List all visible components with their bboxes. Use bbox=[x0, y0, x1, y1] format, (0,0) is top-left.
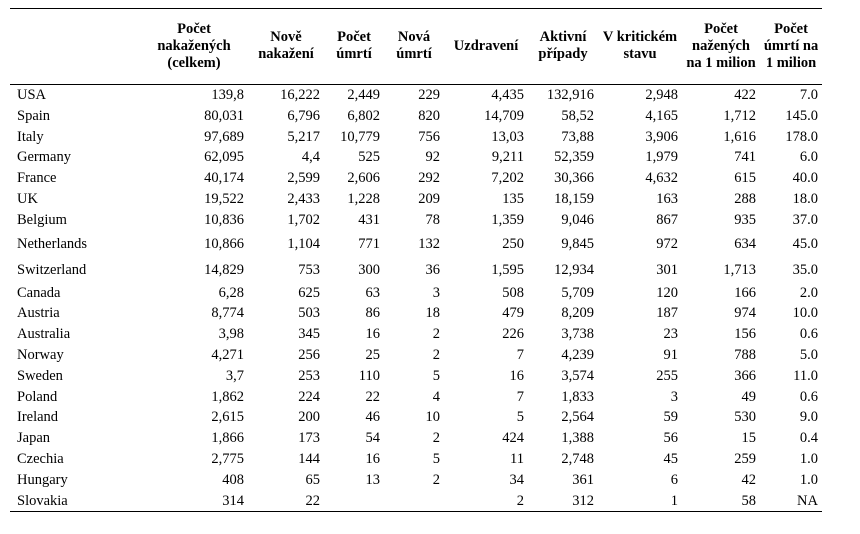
critical-cell: 1,979 bbox=[645, 149, 678, 166]
new-deaths-cell: 3 bbox=[432, 284, 440, 301]
new-cases-cell: 253 bbox=[298, 367, 320, 384]
new-cases-cell: 345 bbox=[298, 326, 320, 343]
country-cell: Italy bbox=[17, 128, 44, 145]
recovered-cell: 16 bbox=[509, 367, 524, 384]
deaths-per-million-cell: 145.0 bbox=[785, 107, 818, 124]
new-cases-cell: 2,433 bbox=[287, 190, 320, 207]
recovered-cell: 7 bbox=[516, 388, 524, 405]
cases-per-million-cell: 42 bbox=[741, 471, 756, 488]
header-active-cases: Aktivní případy bbox=[528, 9, 598, 85]
new-deaths-cell: 2 bbox=[432, 326, 440, 343]
recovered-cell: 7 bbox=[516, 346, 524, 363]
new-deaths-cell: 756 bbox=[418, 128, 440, 145]
total-cases-cell: 14,829 bbox=[204, 261, 244, 278]
country-cell: Czechia bbox=[17, 450, 64, 467]
header-cases-per-million: Počet nažených na 1 milion bbox=[682, 9, 760, 85]
new-cases-cell: 5,217 bbox=[287, 128, 320, 145]
active-cases-cell: 361 bbox=[572, 471, 594, 488]
recovered-cell: 424 bbox=[502, 430, 524, 447]
recovered-cell: 135 bbox=[502, 190, 524, 207]
deaths-per-million-cell: 5.0 bbox=[799, 346, 818, 363]
critical-cell: 4,632 bbox=[645, 170, 678, 187]
recovered-cell: 1,595 bbox=[491, 261, 524, 278]
new-deaths-cell: 132 bbox=[418, 235, 440, 252]
new-cases-cell: 200 bbox=[298, 409, 320, 426]
active-cases-cell: 2,748 bbox=[561, 450, 594, 467]
total-deaths-cell: 16 bbox=[365, 450, 380, 467]
active-cases-cell: 73,88 bbox=[561, 128, 594, 145]
recovered-cell: 13,03 bbox=[491, 128, 524, 145]
total-deaths-cell: 6,802 bbox=[347, 107, 380, 124]
deaths-per-million-cell: 2.0 bbox=[799, 284, 818, 301]
total-cases-cell: 4,271 bbox=[211, 346, 244, 363]
active-cases-cell: 312 bbox=[528, 491, 598, 512]
table-row bbox=[10, 85, 822, 106]
table-row bbox=[10, 345, 822, 366]
new-deaths-cell: 820 bbox=[418, 107, 440, 124]
deaths-per-million-cell: 178.0 bbox=[785, 128, 818, 145]
critical-cell: 867 bbox=[656, 211, 678, 228]
country-cell: Germany bbox=[17, 149, 71, 166]
table-row bbox=[10, 491, 822, 512]
total-deaths-cell: 1,228 bbox=[347, 190, 380, 207]
total-deaths-cell: 431 bbox=[358, 211, 380, 228]
table-row bbox=[10, 449, 822, 470]
new-deaths-cell: 209 bbox=[418, 190, 440, 207]
critical-cell: 2,948 bbox=[645, 87, 678, 103]
cases-per-million-cell: 1,712 bbox=[723, 107, 756, 124]
total-deaths-cell: 300 bbox=[358, 261, 380, 278]
total-cases-cell: 2,615 bbox=[211, 409, 244, 426]
critical-cell: 59 bbox=[663, 409, 678, 426]
new-deaths-cell: 4 bbox=[432, 388, 440, 405]
total-cases-cell: 10,866 bbox=[204, 235, 244, 252]
total-deaths-cell: 25 bbox=[365, 346, 380, 363]
cases-per-million-cell: 1,616 bbox=[723, 128, 756, 145]
recovered-cell: 34 bbox=[509, 471, 524, 488]
total-cases-cell: 62,095 bbox=[204, 149, 244, 166]
country-cell: Austria bbox=[17, 305, 60, 322]
deaths-per-million-cell: 35.0 bbox=[792, 261, 818, 278]
new-cases-cell: 256 bbox=[298, 346, 320, 363]
deaths-per-million-cell: 0.6 bbox=[799, 388, 818, 405]
new-deaths-cell: 78 bbox=[425, 211, 440, 228]
recovered-cell: 250 bbox=[502, 235, 524, 252]
header-total-deaths: Počet úmrtí bbox=[324, 9, 384, 85]
covid-statistics-table bbox=[10, 8, 822, 512]
active-cases-cell: 18,159 bbox=[554, 190, 594, 207]
deaths-per-million-cell: 7.0 bbox=[799, 87, 818, 103]
cases-per-million-cell: 15 bbox=[741, 430, 756, 447]
table-row bbox=[10, 257, 822, 283]
header-row bbox=[10, 9, 822, 85]
cases-per-million-cell: 530 bbox=[734, 409, 756, 426]
deaths-per-million-cell: 18.0 bbox=[792, 190, 818, 207]
table-row bbox=[10, 407, 822, 428]
total-cases-cell: 1,866 bbox=[211, 430, 244, 447]
new-deaths-cell: 10 bbox=[425, 409, 440, 426]
country-cell: Belgium bbox=[17, 211, 67, 228]
total-cases-cell: 3,7 bbox=[225, 367, 244, 384]
table-row bbox=[10, 366, 822, 387]
total-cases-cell: 139,8 bbox=[211, 87, 244, 103]
total-deaths-cell: 13 bbox=[365, 471, 380, 488]
total-cases-cell: 8,774 bbox=[211, 305, 244, 322]
new-cases-cell: 625 bbox=[298, 284, 320, 301]
deaths-per-million-cell: 37.0 bbox=[792, 211, 818, 228]
new-cases-cell: 503 bbox=[298, 305, 320, 322]
critical-cell: 3,906 bbox=[645, 128, 678, 145]
total-deaths-cell: 22 bbox=[365, 388, 380, 405]
country-cell: Norway bbox=[17, 346, 64, 363]
active-cases-cell: 9,046 bbox=[561, 211, 594, 228]
table-row bbox=[10, 283, 822, 304]
new-cases-cell: 2,599 bbox=[287, 170, 320, 187]
total-cases-cell: 40,174 bbox=[204, 170, 244, 187]
country-cell: USA bbox=[17, 87, 47, 103]
critical-cell: 301 bbox=[656, 261, 678, 278]
total-cases-cell: 97,689 bbox=[204, 128, 244, 145]
recovered-cell: 2 bbox=[444, 491, 528, 512]
total-deaths-cell: 110 bbox=[358, 367, 380, 384]
table-row bbox=[10, 387, 822, 408]
table-body bbox=[10, 85, 822, 512]
cases-per-million-cell: 974 bbox=[734, 305, 756, 322]
header-new-cases: Nově nakažení bbox=[248, 9, 324, 85]
total-cases-cell: 6,28 bbox=[218, 284, 244, 301]
deaths-per-million-cell: 0.4 bbox=[799, 430, 818, 447]
total-cases-cell: 3,98 bbox=[218, 326, 244, 343]
new-cases-cell: 224 bbox=[298, 388, 320, 405]
deaths-per-million-cell: 9.0 bbox=[799, 409, 818, 426]
cases-per-million-cell: 49 bbox=[741, 388, 756, 405]
recovered-cell: 9,211 bbox=[491, 149, 524, 166]
total-deaths-cell: 54 bbox=[365, 430, 380, 447]
active-cases-cell: 9,845 bbox=[561, 235, 594, 252]
active-cases-cell: 1,388 bbox=[561, 430, 594, 447]
active-cases-cell: 30,366 bbox=[554, 170, 594, 187]
critical-cell: 255 bbox=[656, 367, 678, 384]
total-deaths-cell bbox=[324, 491, 384, 512]
critical-cell: 972 bbox=[656, 235, 678, 252]
total-deaths-cell: 10,779 bbox=[340, 128, 380, 145]
deaths-per-million-cell: 40.0 bbox=[792, 170, 818, 187]
active-cases-cell: 58,52 bbox=[561, 107, 594, 124]
new-deaths-cell: 18 bbox=[425, 305, 440, 322]
country-cell: Canada bbox=[17, 284, 61, 301]
active-cases-cell: 2,564 bbox=[561, 409, 594, 426]
table-row bbox=[10, 147, 822, 168]
cases-per-million-cell: 788 bbox=[734, 346, 756, 363]
new-deaths-cell: 5 bbox=[432, 367, 440, 384]
critical-cell: 120 bbox=[656, 284, 678, 301]
recovered-cell: 5 bbox=[516, 409, 524, 426]
deaths-per-million-cell: 10.0 bbox=[792, 305, 818, 322]
table-row bbox=[10, 470, 822, 491]
country-cell: Sweden bbox=[17, 367, 63, 384]
cases-per-million-cell: 58 bbox=[682, 491, 760, 512]
total-deaths-cell: 2,449 bbox=[347, 87, 380, 103]
active-cases-cell: 5,709 bbox=[561, 284, 594, 301]
active-cases-cell: 8,209 bbox=[561, 305, 594, 322]
cases-per-million-cell: 288 bbox=[734, 190, 756, 207]
new-deaths-cell: 92 bbox=[425, 149, 440, 166]
total-cases-cell: 408 bbox=[222, 471, 244, 488]
header-recovered: Uzdravení bbox=[444, 9, 528, 85]
new-cases-cell: 16,222 bbox=[280, 87, 320, 103]
header-deaths-per-million: Počet úmrtí na 1 milion bbox=[760, 9, 822, 85]
recovered-cell: 4,435 bbox=[491, 87, 524, 103]
new-deaths-cell: 5 bbox=[432, 450, 440, 467]
total-cases-cell: 1,862 bbox=[211, 388, 244, 405]
country-cell: France bbox=[17, 170, 57, 187]
active-cases-cell: 1,833 bbox=[561, 388, 594, 405]
critical-cell: 187 bbox=[656, 305, 678, 322]
header-total-cases: Počet nakažených (celkem) bbox=[140, 9, 248, 85]
critical-cell: 4,165 bbox=[645, 107, 678, 124]
recovered-cell: 11 bbox=[510, 450, 524, 467]
recovered-cell: 1,359 bbox=[491, 211, 524, 228]
active-cases-cell: 52,359 bbox=[554, 149, 594, 166]
new-cases-cell: 65 bbox=[305, 471, 320, 488]
critical-cell: 45 bbox=[663, 450, 678, 467]
deaths-per-million-cell: 1.0 bbox=[799, 450, 818, 467]
country-cell: Netherlands bbox=[17, 235, 88, 252]
table-row bbox=[10, 210, 822, 231]
total-deaths-cell: 16 bbox=[365, 326, 380, 343]
active-cases-cell: 4,239 bbox=[561, 346, 594, 363]
critical-cell: 163 bbox=[656, 190, 678, 207]
total-cases-cell: 2,775 bbox=[211, 450, 244, 467]
country-cell: Ireland bbox=[17, 409, 59, 426]
new-cases-cell: 1,702 bbox=[287, 211, 320, 228]
active-cases-cell: 3,574 bbox=[561, 367, 594, 384]
recovered-cell: 14,709 bbox=[484, 107, 524, 124]
deaths-per-million-cell: 6.0 bbox=[799, 149, 818, 166]
total-deaths-cell: 46 bbox=[365, 409, 380, 426]
cases-per-million-cell: 615 bbox=[734, 170, 756, 187]
deaths-per-million-cell: 45.0 bbox=[792, 235, 818, 252]
total-deaths-cell: 525 bbox=[358, 149, 380, 166]
active-cases-cell: 132,916 bbox=[546, 87, 594, 103]
total-deaths-cell: 86 bbox=[365, 305, 380, 322]
total-cases-cell: 10,836 bbox=[204, 211, 244, 228]
active-cases-cell: 3,738 bbox=[561, 326, 594, 343]
cases-per-million-cell: 1,713 bbox=[723, 261, 756, 278]
deaths-per-million-cell: NA bbox=[760, 491, 822, 512]
header-critical: V kritickém stavu bbox=[598, 9, 682, 85]
new-cases-cell: 144 bbox=[298, 450, 320, 467]
critical-cell: 6 bbox=[670, 471, 678, 488]
new-cases-cell: 173 bbox=[298, 430, 320, 447]
cases-per-million-cell: 634 bbox=[734, 235, 756, 252]
cases-per-million-cell: 166 bbox=[734, 284, 756, 301]
header-country bbox=[10, 9, 140, 85]
recovered-cell: 7,202 bbox=[491, 170, 524, 187]
country-cell: Switzerland bbox=[17, 261, 87, 278]
deaths-per-million-cell: 1.0 bbox=[799, 471, 818, 488]
deaths-per-million-cell: 0.6 bbox=[799, 326, 818, 343]
total-cases-cell: 80,031 bbox=[204, 107, 244, 124]
new-cases-cell: 4,4 bbox=[301, 149, 320, 166]
total-cases-cell: 19,522 bbox=[204, 190, 244, 207]
critical-cell: 23 bbox=[663, 326, 678, 343]
country-cell: UK bbox=[17, 190, 38, 207]
new-cases-cell: 753 bbox=[298, 261, 320, 278]
total-deaths-cell: 771 bbox=[358, 235, 380, 252]
cases-per-million-cell: 935 bbox=[734, 211, 756, 228]
table-row bbox=[10, 106, 822, 127]
recovered-cell: 479 bbox=[502, 305, 524, 322]
active-cases-cell: 12,934 bbox=[554, 261, 594, 278]
table-row bbox=[10, 189, 822, 210]
cases-per-million-cell: 259 bbox=[734, 450, 756, 467]
total-deaths-cell: 63 bbox=[365, 284, 380, 301]
table-row bbox=[10, 428, 822, 449]
critical-cell: 3 bbox=[670, 388, 678, 405]
recovered-cell: 226 bbox=[502, 326, 524, 343]
table-row bbox=[10, 324, 822, 345]
recovered-cell: 508 bbox=[502, 284, 524, 301]
new-deaths-cell bbox=[384, 491, 444, 512]
new-deaths-cell: 229 bbox=[418, 87, 440, 103]
country-cell: Australia bbox=[17, 326, 71, 343]
total-deaths-cell: 2,606 bbox=[347, 170, 380, 187]
new-deaths-cell: 2 bbox=[432, 430, 440, 447]
new-cases-cell: 22 bbox=[248, 491, 324, 512]
new-deaths-cell: 292 bbox=[418, 170, 440, 187]
new-deaths-cell: 2 bbox=[432, 346, 440, 363]
table-row bbox=[10, 303, 822, 324]
country-cell: Slovakia bbox=[10, 491, 140, 512]
new-cases-cell: 6,796 bbox=[287, 107, 320, 124]
new-deaths-cell: 2 bbox=[432, 471, 440, 488]
deaths-per-million-cell: 11.0 bbox=[793, 367, 818, 384]
header-new-deaths: Nová úmrtí bbox=[384, 9, 444, 85]
country-cell: Poland bbox=[17, 388, 58, 405]
new-deaths-cell: 36 bbox=[425, 261, 440, 278]
critical-cell: 1 bbox=[598, 491, 682, 512]
critical-cell: 91 bbox=[663, 346, 678, 363]
country-cell: Hungary bbox=[17, 471, 68, 488]
critical-cell: 56 bbox=[663, 430, 678, 447]
country-cell: Spain bbox=[17, 107, 51, 124]
table-row bbox=[10, 127, 822, 148]
table-row bbox=[10, 231, 822, 257]
cases-per-million-cell: 741 bbox=[734, 149, 756, 166]
cases-per-million-cell: 156 bbox=[734, 326, 756, 343]
new-cases-cell: 1,104 bbox=[287, 235, 320, 252]
cases-per-million-cell: 422 bbox=[734, 87, 756, 103]
total-cases-cell: 314 bbox=[140, 491, 248, 512]
table-row bbox=[10, 168, 822, 189]
cases-per-million-cell: 366 bbox=[734, 367, 756, 384]
country-cell: Japan bbox=[17, 430, 51, 447]
